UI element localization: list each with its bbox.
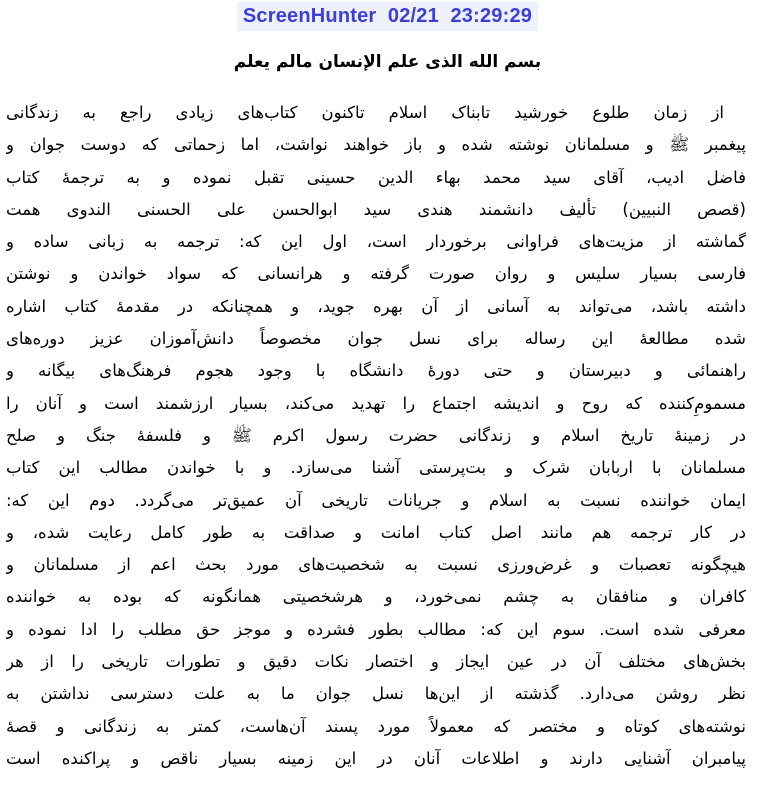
text-line: در زمینۀ تاریخ اسلام و زندگانی حضرت رسول اکرم ﷺ و فلسفۀ جنگ و صلح	[6, 425, 746, 445]
text-line: از زمان طلوع خورشید تابناک اسلام تاکنون کتاب‌های زیادی راجع به زندگانی	[6, 103, 724, 122]
text-line: بخش‌های مختلف آن در عین ایجاز و اختصار نکات دقیق و تطورات تاریخی را از هر	[6, 652, 746, 672]
text-line: مسلمانان با اربابان شرک و بت‌پرستی آشنا می‌سازد. و با خواندن مطالب این کتاب	[6, 458, 746, 478]
text-line: راهنمائی و دبیرستان و حتی دورۀ دانشگاه با وجود هجوم فرهنگ‌های بیگانه و	[6, 361, 746, 381]
basmala-heading: بسم الله الذی علم الإنسان مالم یعلم	[233, 52, 542, 72]
text-line: پیغمبر ﷺ و مسلمانان نوشته شده و باز خواهند نواشت، اما زحماتی که دوست جوان و	[6, 135, 746, 155]
text-line: ایمان خواننده نسبت به اسلام و جریانات تاریخی آن عمیق‌تر می‌گردد. دوم این که:	[6, 490, 746, 510]
screenshot-timestamp-banner	[0, 2, 775, 31]
text-line: فارسی بسیار سلیس و روان صورت گرفته و هرانسانی که سواد خواندن و نوشتن	[6, 264, 746, 284]
document-body	[6, 97, 746, 775]
banner-text: ScreenHunter 02/21 23:29:29	[237, 2, 538, 31]
text-line: معرفی شده است. سوم این که: مطالب بطور فشرده و موجز حق مطلب را ادا نموده و	[6, 619, 746, 639]
text-line: نظر روشن می‌دارد. گذشته از این‌ها نسل جوان ما به علت دسترسی نداشتن به	[6, 684, 746, 704]
text-line: فاضل ادیب، آقای سید محمد بهاء الدین حسینی تقبل نموده و به ترجمۀ کتاب	[6, 167, 746, 187]
text-line: داشته باشد، می‌تواند به آسانی از آن بهره جوید، و همچنانکه در مقدمۀ کتاب اشاره	[6, 296, 746, 316]
text-line: گماشته از مزیت‌های فراوانی برخوردار است، اول این که: ترجمه به زبانی ساده و	[6, 232, 746, 252]
text-line: در کار ترجمه هم مانند اصل کتاب امانت و صداقت به طور کامل رعایت شده، و	[6, 522, 746, 542]
text-line: مسمومِ‌کننده که روح و اندیشه اجتماع را تهدید می‌کند، بسیار ارزشمند است و آنان را	[6, 393, 746, 413]
text-line: نوشته‌های کوتاه و مختصر که معمولاً مورد پسند آن‌هاست، کمتر به زندگانی و قصۀ	[6, 716, 746, 736]
text-line: شده مطالعۀ این رساله برای نسل جوان مخصوصاً دانش‌آموزان عزیز دوره‌های	[6, 329, 746, 349]
text-line: پیامبران آشنایی دارند و اطلاعات آنان در این زمینه بسیار ناقص و پراکنده است	[6, 748, 746, 768]
text-line: هیچگونه تعصبات و غرض‌ورزی نسبت به شخصیت‌های مورد بحث اعم از مسلمانان و	[6, 555, 746, 575]
text-line: (قصص النبیین) تألیف دانشمند هندی سید ابوالحسن علی الحسنی الندوی همت	[6, 199, 746, 219]
text-line: کافران و منافقان به چشم نمی‌خورد، و هرشخصیتی همانگونه که بوده به خواننده	[6, 587, 746, 607]
